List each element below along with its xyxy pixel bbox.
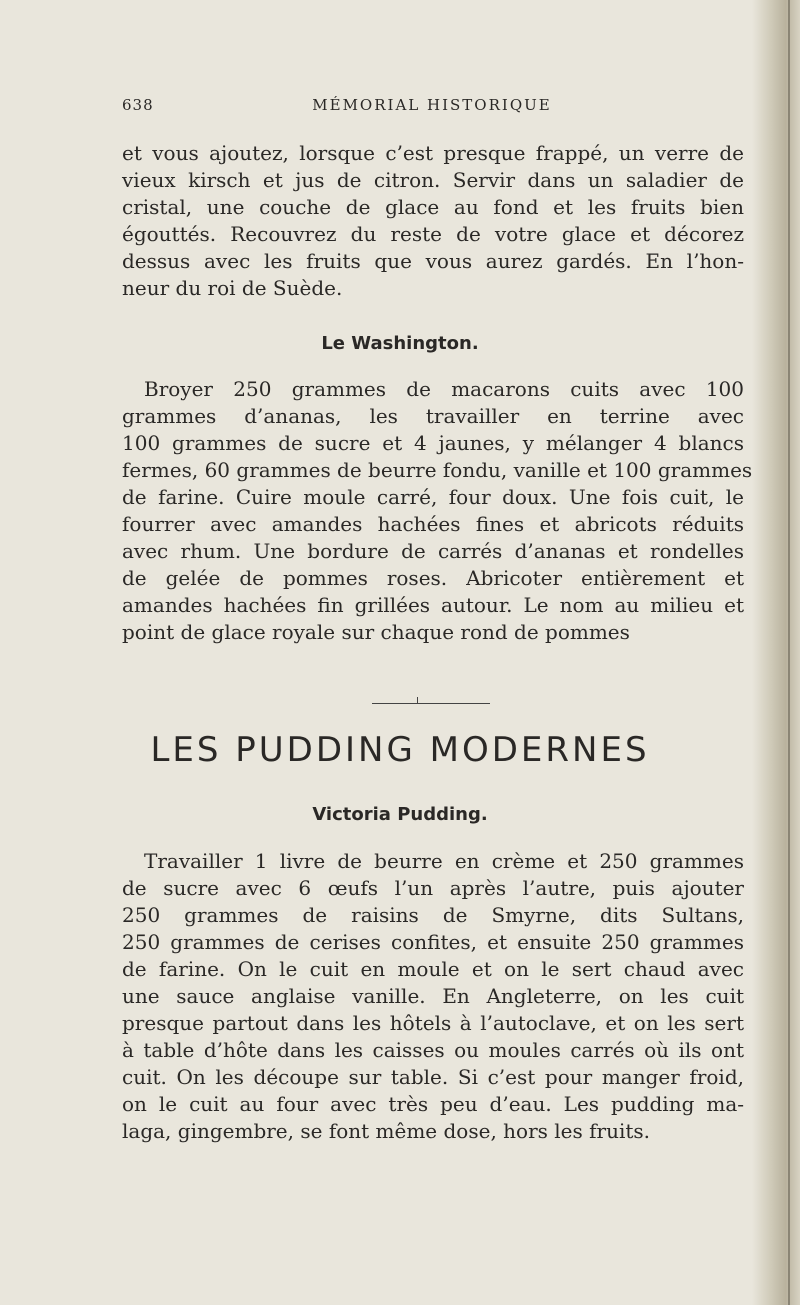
section-divider-tick [417, 697, 418, 704]
text-line: de sucre avec 6 œufs l’un après l’autre, puis ajouter [122, 876, 744, 900]
text-line: amandes hachées fin grillées autour. Le nom au milieu et [122, 593, 744, 617]
text-line: cuit. On les découpe sur table. Si c’est pour manger froid, [122, 1065, 744, 1089]
text-line: cristal, une couche de glace au fond et les fruits bien [122, 195, 744, 219]
text-line: avec rhum. Une bordure de carrés d’ananas et rondelles [122, 539, 744, 563]
text-line: à table d’hôte dans les caisses ou moules carrés où ils ont [122, 1038, 744, 1062]
text-line: laga, gingembre, se font même dose, hors les fruits. [122, 1119, 651, 1143]
text-line: 250 grammes de cerises confites, et ensuite 250 grammes [122, 930, 744, 954]
recipe-title-victoria: Victoria Pudding. [312, 804, 488, 825]
text-line: point de glace royale sur chaque rond de pommes [122, 620, 630, 644]
text-line: fourrer avec amandes hachées fines et abricots réduits [122, 512, 744, 536]
text-line: fermes, 60 grammes de beurre fondu, vanille et 100 grammes [122, 458, 753, 482]
section-divider [372, 703, 490, 704]
text-line: de farine. Cuire moule carré, four doux. Une fois cuit, le [122, 485, 744, 509]
text-line: vieux kirsch et jus de citron. Servir dans un saladier de [122, 168, 744, 192]
text-line: 100 grammes de sucre et 4 jaunes, y mélanger 4 blancs [122, 431, 744, 455]
text-line: et vous ajoutez, lorsque c’est presque frappé, un verre de [122, 141, 744, 165]
text-line: presque partout dans les hôtels à l’autoclave, et on les sert [122, 1011, 744, 1035]
victoria-paragraph [122, 848, 744, 1145]
page-edge-shadow [752, 0, 800, 1305]
text-line: de gelée de pommes roses. Abricoter entièrement et [122, 566, 744, 590]
text-line: une sauce anglaise vanille. En Angleterre, on les cuit [122, 984, 744, 1008]
text-line: Broyer 250 grammes de macarons cuits avec 100 [144, 377, 744, 401]
recipe-title-washington: Le Washington. [321, 333, 479, 354]
page-header [122, 96, 742, 120]
page-edge-line [788, 0, 790, 1305]
page-number: 638 [122, 96, 154, 114]
washington-paragraph [122, 376, 753, 646]
intro-paragraph [122, 140, 744, 302]
text-line: dessus avec les fruits que vous aurez gardés. En l’hon- [122, 249, 744, 273]
running-head: MÉMORIAL HISTORIQUE [312, 96, 552, 114]
text-line: 250 grammes de raisins de Smyrne, dits Sultans, [122, 903, 744, 927]
section-title: LES PUDDING MODERNES [150, 730, 650, 770]
text-line: de farine. On le cuit en moule et on le sert chaud avec [122, 957, 744, 981]
text-line: égouttés. Recouvrez du reste de votre glace et décorez [122, 222, 744, 246]
text-line: on le cuit au four avec très peu d’eau. Les pudding ma- [122, 1092, 744, 1116]
text-line: neur du roi de Suède. [122, 276, 343, 300]
text-line: Travailler 1 livre de beurre en crème et 250 grammes [144, 849, 744, 873]
text-line: grammes d’ananas, les travailler en terrine avec [122, 404, 744, 428]
